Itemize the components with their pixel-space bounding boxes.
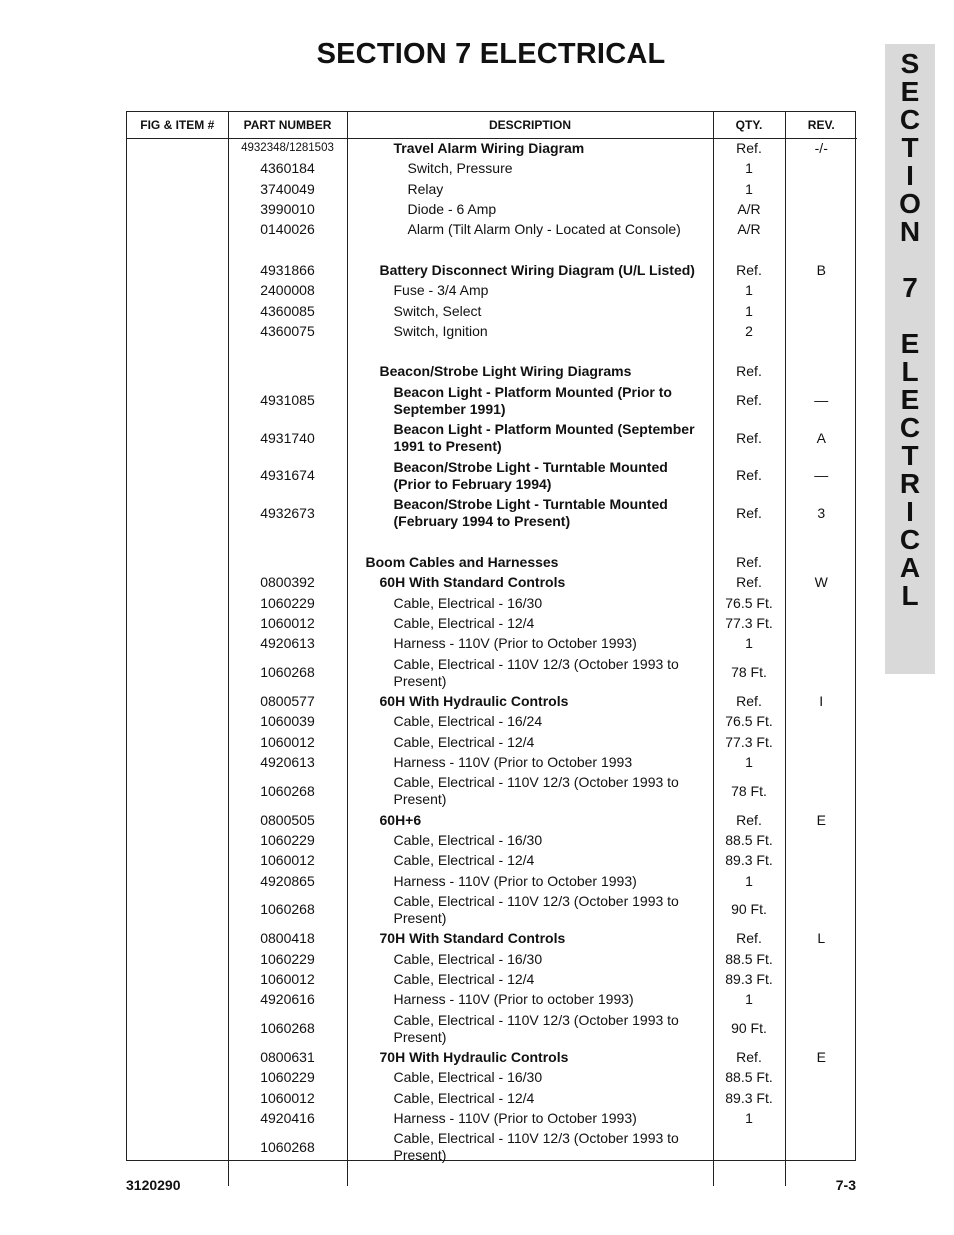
description-cell: Relay: [347, 179, 713, 199]
filler-cell: [713, 1166, 785, 1186]
description-cell: Cable, Electrical - 110V 12/3 (October 1993 to Present): [347, 1010, 713, 1048]
document-number: 3120290: [126, 1177, 181, 1193]
spacer-cell: [347, 341, 713, 361]
tab-letter: E: [900, 328, 920, 359]
description-cell: Switch, Pressure: [347, 159, 713, 179]
spacer-cell: [228, 240, 347, 260]
qty-cell: 1: [713, 634, 785, 654]
qty-cell: Ref.: [713, 382, 785, 420]
part-number-cell: 1060012: [228, 969, 347, 989]
fig-item-cell: [127, 654, 228, 692]
table-row: [127, 382, 857, 420]
table-row: [127, 1047, 857, 1067]
qty-cell: Ref.: [713, 260, 785, 280]
table-row: [127, 891, 857, 929]
part-number-cell: 1060012: [228, 732, 347, 752]
table-row: [127, 634, 857, 654]
fig-item-cell: [127, 1108, 228, 1128]
description-cell: Beacon/Strobe Light - Turntable Mounted (Prior to February 1994): [347, 457, 713, 495]
table-row: [127, 871, 857, 891]
fig-item-cell: [127, 613, 228, 633]
spacer-cell: [127, 341, 228, 361]
rev-cell: [785, 634, 857, 654]
qty-cell: 89.3 Ft.: [713, 969, 785, 989]
fig-item-cell: [127, 891, 228, 929]
rev-cell: E: [816, 811, 826, 828]
description-cell: Travel Alarm Wiring Diagram: [347, 139, 713, 159]
description-cell: Cable, Electrical - 16/24: [347, 712, 713, 732]
header-fig-item: FIG & ITEM #: [127, 112, 228, 139]
rev-cell: [785, 1129, 857, 1167]
part-number-cell: 0800505: [228, 810, 347, 830]
fig-item-cell: [127, 281, 228, 301]
description-cell: Cable, Electrical - 12/4: [347, 1088, 713, 1108]
tab-letter: T: [901, 132, 919, 163]
fig-item-cell: [127, 301, 228, 321]
qty-cell: 90 Ft.: [713, 1010, 785, 1048]
part-number-cell: 0800577: [228, 691, 347, 711]
part-number-cell: 4360184: [228, 159, 347, 179]
spacer-cell: [127, 240, 228, 260]
rev-cell: B: [816, 261, 826, 278]
table-row: [127, 613, 857, 633]
part-number-cell: 1060229: [228, 593, 347, 613]
qty-cell: 76.5 Ft.: [713, 593, 785, 613]
qty-cell: 2: [713, 321, 785, 341]
table-row: [127, 139, 857, 159]
table-row: [127, 420, 857, 458]
table-row: [127, 654, 857, 692]
fig-item-cell: [127, 139, 228, 159]
rev-cell: [785, 301, 857, 321]
part-number-cell: 4360075: [228, 321, 347, 341]
section-tab: [885, 44, 935, 674]
qty-cell: Ref.: [713, 573, 785, 593]
part-number-cell: [228, 362, 347, 382]
part-number-cell: 1060012: [228, 613, 347, 633]
description-cell: Cable, Electrical - 12/4: [347, 613, 713, 633]
fig-item-cell: [127, 362, 228, 382]
qty-cell: 1: [713, 179, 785, 199]
description-cell: 70H With Standard Controls: [347, 929, 713, 949]
rev-cell: [785, 1010, 857, 1048]
table-row: [127, 929, 857, 949]
qty-cell: Ref.: [713, 1047, 785, 1067]
table-row: [127, 281, 857, 301]
fig-item-cell: [127, 495, 228, 533]
fig-item-cell: [127, 457, 228, 495]
table-header-row: [127, 112, 857, 139]
rev-cell: [785, 851, 857, 871]
qty-cell: Ref.: [713, 139, 785, 159]
qty-cell: 77.3 Ft.: [713, 613, 785, 633]
part-number-cell: 4931085: [228, 382, 347, 420]
table-row: [127, 830, 857, 850]
description-cell: Battery Disconnect Wiring Diagram (U/L Listed): [347, 260, 713, 280]
description-cell: 60H+6: [347, 810, 713, 830]
table-row: [127, 552, 857, 572]
part-number-cell: 0140026: [228, 220, 347, 240]
fig-item-cell: [127, 752, 228, 772]
rev-cell: [785, 712, 857, 732]
table-row: [127, 362, 857, 382]
part-number-cell: 1060039: [228, 712, 347, 732]
description-cell: Beacon/Strobe Light Wiring Diagrams: [347, 362, 713, 382]
part-number-cell: 1060268: [228, 891, 347, 929]
rev-cell: [785, 891, 857, 929]
description-cell: Beacon/Strobe Light - Turntable Mounted (February 1994 to Present): [347, 495, 713, 533]
qty-cell: Ref.: [713, 810, 785, 830]
fig-item-cell: [127, 199, 228, 219]
description-cell: 60H With Hydraulic Controls: [347, 691, 713, 711]
part-number-cell: 4931740: [228, 420, 347, 458]
rev-cell: [785, 1068, 857, 1088]
rev-cell: [785, 613, 857, 633]
rev-cell: [785, 752, 857, 772]
qty-cell: 78 Ft.: [713, 773, 785, 811]
description-cell: Cable, Electrical - 16/30: [347, 593, 713, 613]
description-cell: Cable, Electrical - 12/4: [347, 732, 713, 752]
table-spacer-row: [127, 532, 857, 552]
description-cell: Diode - 6 Amp: [347, 199, 713, 219]
tab-letter: R: [899, 468, 921, 499]
qty-cell: 1: [713, 1108, 785, 1128]
part-number-cell: 1060012: [228, 1088, 347, 1108]
tab-letter: C: [899, 524, 921, 555]
rev-cell: [785, 1088, 857, 1108]
tab-letter: A: [899, 552, 921, 583]
part-number-cell: 1060012: [228, 851, 347, 871]
fig-item-cell: [127, 1010, 228, 1048]
part-number-cell: 1060229: [228, 949, 347, 969]
tab-letter: C: [899, 104, 921, 135]
qty-cell: Ref.: [713, 362, 785, 382]
rev-cell: -/-: [814, 140, 828, 157]
qty-cell: A/R: [713, 220, 785, 240]
part-number-cell: 4360085: [228, 301, 347, 321]
rev-cell: [785, 179, 857, 199]
qty-cell: 89.3 Ft.: [713, 851, 785, 871]
table-row: [127, 732, 857, 752]
tab-letter: E: [900, 384, 920, 415]
header-qty: QTY.: [713, 112, 785, 139]
table-row: [127, 1010, 857, 1048]
table-row: [127, 199, 857, 219]
spacer-cell: [228, 341, 347, 361]
spacer-cell: [347, 240, 713, 260]
part-number-cell: 1060268: [228, 773, 347, 811]
part-number-cell: 4920416: [228, 1108, 347, 1128]
description-cell: Cable, Electrical - 16/30: [347, 949, 713, 969]
spacer-cell: [713, 341, 785, 361]
part-number-cell: 4920613: [228, 634, 347, 654]
part-number-cell: 4920613: [228, 752, 347, 772]
spacer-cell: [228, 532, 347, 552]
header-description: DESCRIPTION: [347, 112, 713, 139]
part-number-cell: 2400008: [228, 281, 347, 301]
table-spacer-row: [127, 240, 857, 260]
tab-letter: N: [899, 216, 921, 247]
rev-cell: E: [816, 1049, 826, 1066]
table-row: [127, 457, 857, 495]
rev-cell: [785, 220, 857, 240]
table-row: [127, 810, 857, 830]
fig-item-cell: [127, 990, 228, 1010]
description-cell: Boom Cables and Harnesses: [347, 552, 713, 572]
fig-item-cell: [127, 1088, 228, 1108]
tab-letter: T: [901, 440, 919, 471]
tab-letter: [885, 246, 935, 274]
tab-letter: E: [900, 76, 920, 107]
tab-letter: I: [906, 160, 914, 191]
description-cell: Cable, Electrical - 110V 12/3 (October 1993 to Present): [347, 891, 713, 929]
qty-cell: 88.5 Ft.: [713, 830, 785, 850]
part-number-cell: 4931866: [228, 260, 347, 280]
table-row: [127, 220, 857, 240]
table-row: [127, 969, 857, 989]
parts-table: [126, 111, 856, 1164]
table-row: [127, 1129, 857, 1167]
description-cell: Cable, Electrical - 16/30: [347, 830, 713, 850]
fig-item-cell: [127, 691, 228, 711]
qty-cell: 1: [713, 281, 785, 301]
table-row: [127, 179, 857, 199]
table-spacer-row: [127, 341, 857, 361]
table-row: [127, 301, 857, 321]
spacer-cell: [713, 240, 785, 260]
part-number-cell: 0800418: [228, 929, 347, 949]
description-cell: Beacon Light - Platform Mounted (Prior to September 1991): [347, 382, 713, 420]
description-cell: Harness - 110V (Prior to October 1993): [347, 871, 713, 891]
fig-item-cell: [127, 573, 228, 593]
table-row: [127, 1108, 857, 1128]
spacer-cell: [127, 532, 228, 552]
page-title: SECTION 7 ELECTRICAL: [316, 38, 666, 70]
tab-letter: C: [899, 412, 921, 443]
part-number-cell: 3740049: [228, 179, 347, 199]
tab-letter: I: [906, 496, 914, 527]
qty-cell: Ref.: [713, 552, 785, 572]
description-cell: Harness - 110V (Prior to October 1993): [347, 1108, 713, 1128]
tab-letter: O: [899, 188, 921, 219]
rev-cell: [785, 159, 857, 179]
qty-cell: Ref.: [713, 691, 785, 711]
description-cell: Harness - 110V (Prior to October 1993: [347, 752, 713, 772]
qty-cell: 90 Ft.: [713, 891, 785, 929]
fig-item-cell: [127, 949, 228, 969]
qty-cell: 1: [713, 990, 785, 1010]
part-number-cell: 3990010: [228, 199, 347, 219]
part-number-cell: 4932673: [228, 495, 347, 533]
table-row: [127, 691, 857, 711]
qty-cell: Ref.: [713, 929, 785, 949]
part-number-cell: 1060268: [228, 1129, 347, 1167]
fig-item-cell: [127, 810, 228, 830]
rev-cell: [785, 773, 857, 811]
fig-item-cell: [127, 969, 228, 989]
description-cell: Cable, Electrical - 110V 12/3 (October 1993 to Present): [347, 654, 713, 692]
table-row: [127, 752, 857, 772]
rev-cell: [785, 552, 857, 572]
fig-item-cell: [127, 634, 228, 654]
rev-cell: [785, 362, 857, 382]
fig-item-cell: [127, 179, 228, 199]
table-row: [127, 1068, 857, 1088]
spacer-cell: [785, 341, 857, 361]
rev-cell: [785, 654, 857, 692]
qty-cell: 78 Ft.: [713, 654, 785, 692]
tab-letter: [885, 302, 935, 330]
table-row: [127, 260, 857, 280]
rev-cell: 3: [817, 504, 826, 521]
filler-cell: [347, 1166, 713, 1186]
description-cell: Cable, Electrical - 110V 12/3 (October 1993 to Present): [347, 773, 713, 811]
description-cell: Cable, Electrical - 16/30: [347, 1068, 713, 1088]
rev-cell: [785, 1108, 857, 1128]
qty-cell: 88.5 Ft.: [713, 1068, 785, 1088]
tab-letter: S: [900, 48, 920, 79]
fig-item-cell: [127, 159, 228, 179]
table-row: [127, 773, 857, 811]
fig-item-cell: [127, 1068, 228, 1088]
part-number-cell: 1060229: [228, 1068, 347, 1088]
fig-item-cell: [127, 593, 228, 613]
qty-cell: 1: [713, 752, 785, 772]
part-number-cell: [228, 552, 347, 572]
rev-cell: W: [814, 574, 828, 591]
qty-cell: Ref.: [713, 420, 785, 458]
description-cell: Alarm (Tilt Alarm Only - Located at Console): [347, 220, 713, 240]
qty-cell: 77.3 Ft.: [713, 732, 785, 752]
table-row: [127, 159, 857, 179]
rev-cell: [785, 969, 857, 989]
table-row: [127, 573, 857, 593]
fig-item-cell: [127, 929, 228, 949]
description-cell: 60H With Standard Controls: [347, 573, 713, 593]
table-row: [127, 851, 857, 871]
fig-item-cell: [127, 830, 228, 850]
rev-cell: [785, 199, 857, 219]
description-cell: Harness - 110V (Prior to october 1993): [347, 990, 713, 1010]
table-row: [127, 712, 857, 732]
table-row: [127, 990, 857, 1010]
fig-item-cell: [127, 851, 228, 871]
rev-cell: [785, 830, 857, 850]
rev-cell: A: [816, 429, 826, 446]
part-number-cell: 0800631: [228, 1047, 347, 1067]
table-row: [127, 949, 857, 969]
qty-cell: 88.5 Ft.: [713, 949, 785, 969]
rev-cell: [785, 871, 857, 891]
part-number-cell: 4931674: [228, 457, 347, 495]
description-cell: Beacon Light - Platform Mounted (September 1991 to Present): [347, 420, 713, 458]
rev-cell: I: [819, 692, 824, 709]
rev-cell: —: [814, 392, 829, 409]
spacer-cell: [713, 532, 785, 552]
fig-item-cell: [127, 220, 228, 240]
fig-item-cell: [127, 871, 228, 891]
qty-cell: 89.3 Ft.: [713, 1088, 785, 1108]
tab-letter: L: [901, 580, 919, 611]
description-cell: Cable, Electrical - 12/4: [347, 851, 713, 871]
part-number-cell: 4920616: [228, 990, 347, 1010]
fig-item-cell: [127, 552, 228, 572]
qty-cell: Ref.: [713, 457, 785, 495]
page-number: 7-3: [835, 1177, 856, 1193]
rev-cell: —: [814, 467, 829, 484]
fig-item-cell: [127, 321, 228, 341]
fig-item-cell: [127, 732, 228, 752]
rev-cell: [785, 321, 857, 341]
part-number-cell: 4932348/1281503: [228, 139, 347, 159]
fig-item-cell: [127, 260, 228, 280]
header-rev: REV.: [785, 112, 857, 139]
part-number-cell: 1060229: [228, 830, 347, 850]
qty-cell: 1: [713, 159, 785, 179]
tab-letter: 7: [902, 272, 918, 303]
part-number-cell: 1060268: [228, 1010, 347, 1048]
description-cell: Cable, Electrical - 12/4: [347, 969, 713, 989]
rev-cell: L: [817, 930, 826, 947]
spacer-cell: [785, 532, 857, 552]
fig-item-cell: [127, 712, 228, 732]
rev-cell: [785, 732, 857, 752]
rev-cell: [785, 949, 857, 969]
rev-cell: [785, 593, 857, 613]
rev-cell: [785, 990, 857, 1010]
table-row: [127, 495, 857, 533]
description-cell: Switch, Select: [347, 301, 713, 321]
section-tab-letters: [885, 50, 935, 610]
part-number-cell: 1060268: [228, 654, 347, 692]
fig-item-cell: [127, 1129, 228, 1167]
qty-cell: [713, 1129, 785, 1167]
description-cell: Fuse - 3/4 Amp: [347, 281, 713, 301]
part-number-cell: 4920865: [228, 871, 347, 891]
fig-item-cell: [127, 420, 228, 458]
qty-cell: 76.5 Ft.: [713, 712, 785, 732]
filler-cell: [228, 1166, 347, 1186]
qty-cell: 1: [713, 871, 785, 891]
qty-cell: Ref.: [713, 495, 785, 533]
rev-cell: [785, 281, 857, 301]
table-row: [127, 1088, 857, 1108]
description-cell: Cable, Electrical - 110V 12/3 (October 1993 to Present): [347, 1129, 713, 1167]
table-filler-row: [127, 1166, 857, 1186]
table-row: [127, 321, 857, 341]
description-cell: Harness - 110V (Prior to October 1993): [347, 634, 713, 654]
description-cell: 70H With Hydraulic Controls: [347, 1047, 713, 1067]
description-cell: Switch, Ignition: [347, 321, 713, 341]
part-number-cell: 0800392: [228, 573, 347, 593]
qty-cell: A/R: [713, 199, 785, 219]
qty-cell: 1: [713, 301, 785, 321]
tab-letter: L: [901, 356, 919, 387]
header-part-number: PART NUMBER: [228, 112, 347, 139]
spacer-cell: [785, 240, 857, 260]
fig-item-cell: [127, 1047, 228, 1067]
fig-item-cell: [127, 382, 228, 420]
fig-item-cell: [127, 773, 228, 811]
table-row: [127, 593, 857, 613]
spacer-cell: [347, 532, 713, 552]
